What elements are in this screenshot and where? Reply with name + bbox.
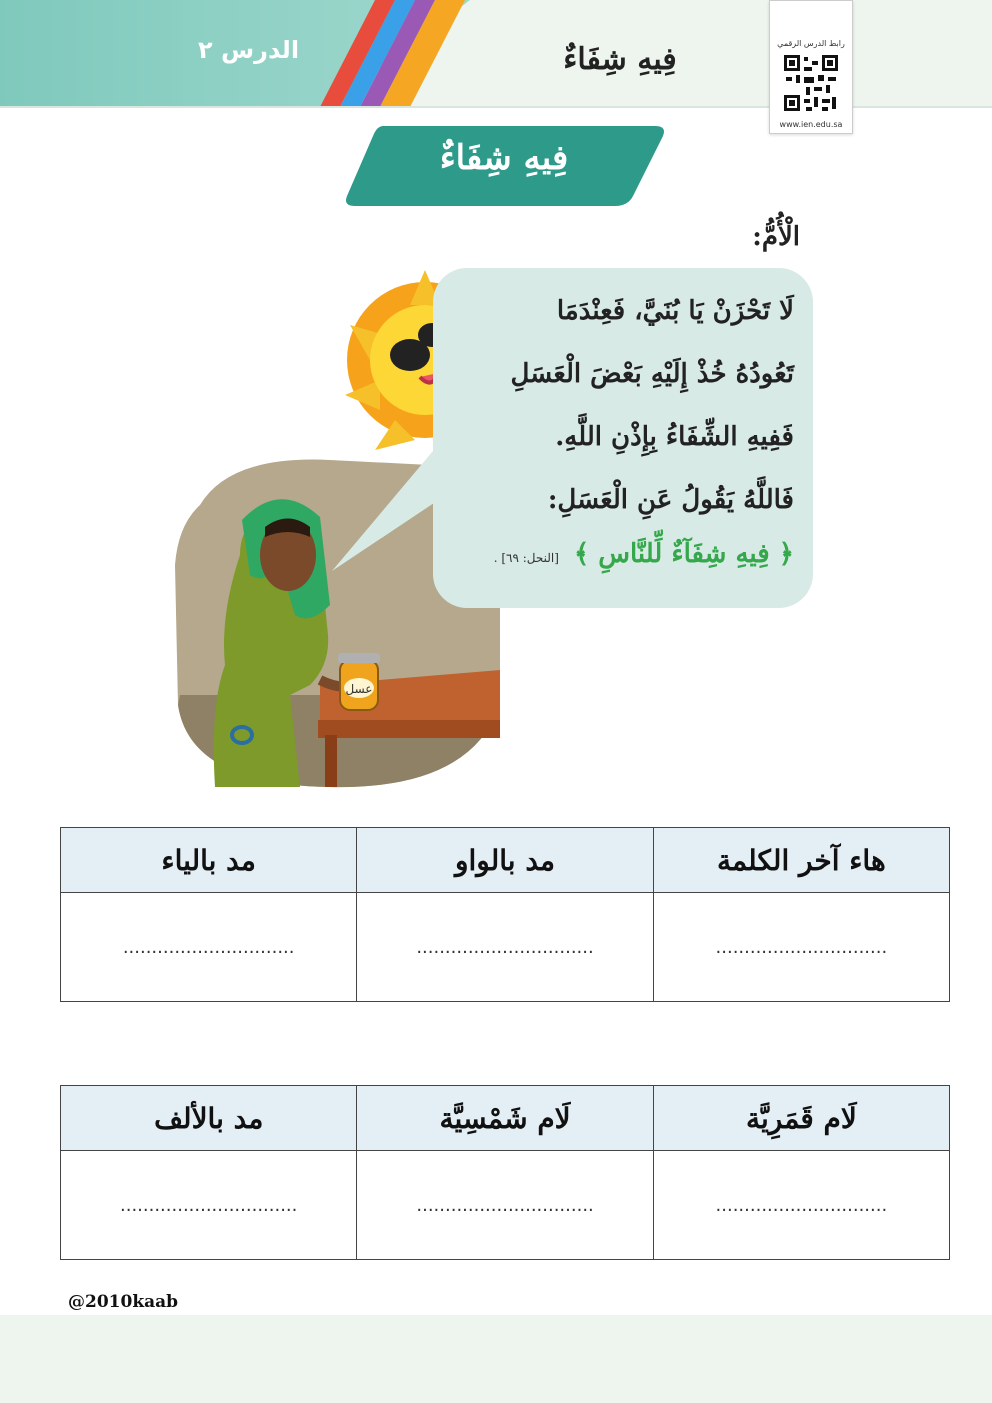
table-header: مد بالواو [357,828,653,893]
honey-jar-icon [338,653,380,710]
verse-citation: [النحل: ٦٩] . [493,551,559,565]
dialog-line: لَا تَحْزَنْ يَا بُنَيَّ، فَعِنْدَمَا [556,296,794,326]
qr-code-icon [782,53,840,113]
header-title: فِيهِ شِفَاءٌ [563,42,677,77]
speaker-label: الْأُمُّ: [752,222,800,252]
lesson-number-label: الدرس ٢ [198,36,300,64]
exercise-table-2 [60,1085,950,1260]
answer-cell[interactable]: ............................... [357,893,653,1002]
table-header: مد بالألف [61,1086,357,1151]
verse-close-bracket: ﴾ [573,539,590,569]
qr-caption: رابط الدرس الرقمي [777,39,845,48]
dialog-line: تَعُودُهُ خُذْ إِلَيْهِ بَعْضَ الْعَسَلِ [510,359,794,389]
quran-verse-line [452,534,794,574]
answer-cell[interactable]: ............................... [357,1151,653,1260]
table-header: لَام قَمَرِيَّة [653,1086,949,1151]
header-color-stripes [300,0,500,107]
author-handle: @2010kaab [68,1292,179,1312]
dialog-text [452,282,794,574]
speech-bubble-tail [328,445,448,575]
lesson-title: فِيهِ شِفَاءٌ [439,138,569,178]
dialog-line: فَفِيهِ الشِّفَاءُ بِإِذْنِ اللَّهِ. [555,422,794,452]
dialog-line: فَاللَّهُ يَقُولُ عَنِ الْعَسَلِ: [547,485,794,515]
answer-cell[interactable]: ............................... [61,1151,357,1260]
jar-label: عسل [345,682,373,696]
verse-open-bracket: ﴿ [778,539,794,569]
answer-cell[interactable]: .............................. [653,893,949,1002]
table-header: مد بالياء [61,828,357,893]
table-header: لَام شَمْسِيَّة [357,1086,653,1151]
table-header: هاء آخر الكلمة [653,828,949,893]
qr-url: www.ien.edu.sa [779,120,843,129]
exercise-table-1 [60,827,950,1002]
quran-verse: فِيهِ شِفَآءٌ لِّلنَّاسِ [598,539,770,569]
answer-cell[interactable]: .............................. [61,893,357,1002]
page-footer [0,1315,992,1403]
answer-cell[interactable]: .............................. [653,1151,949,1260]
qr-code-card[interactable] [769,0,853,134]
